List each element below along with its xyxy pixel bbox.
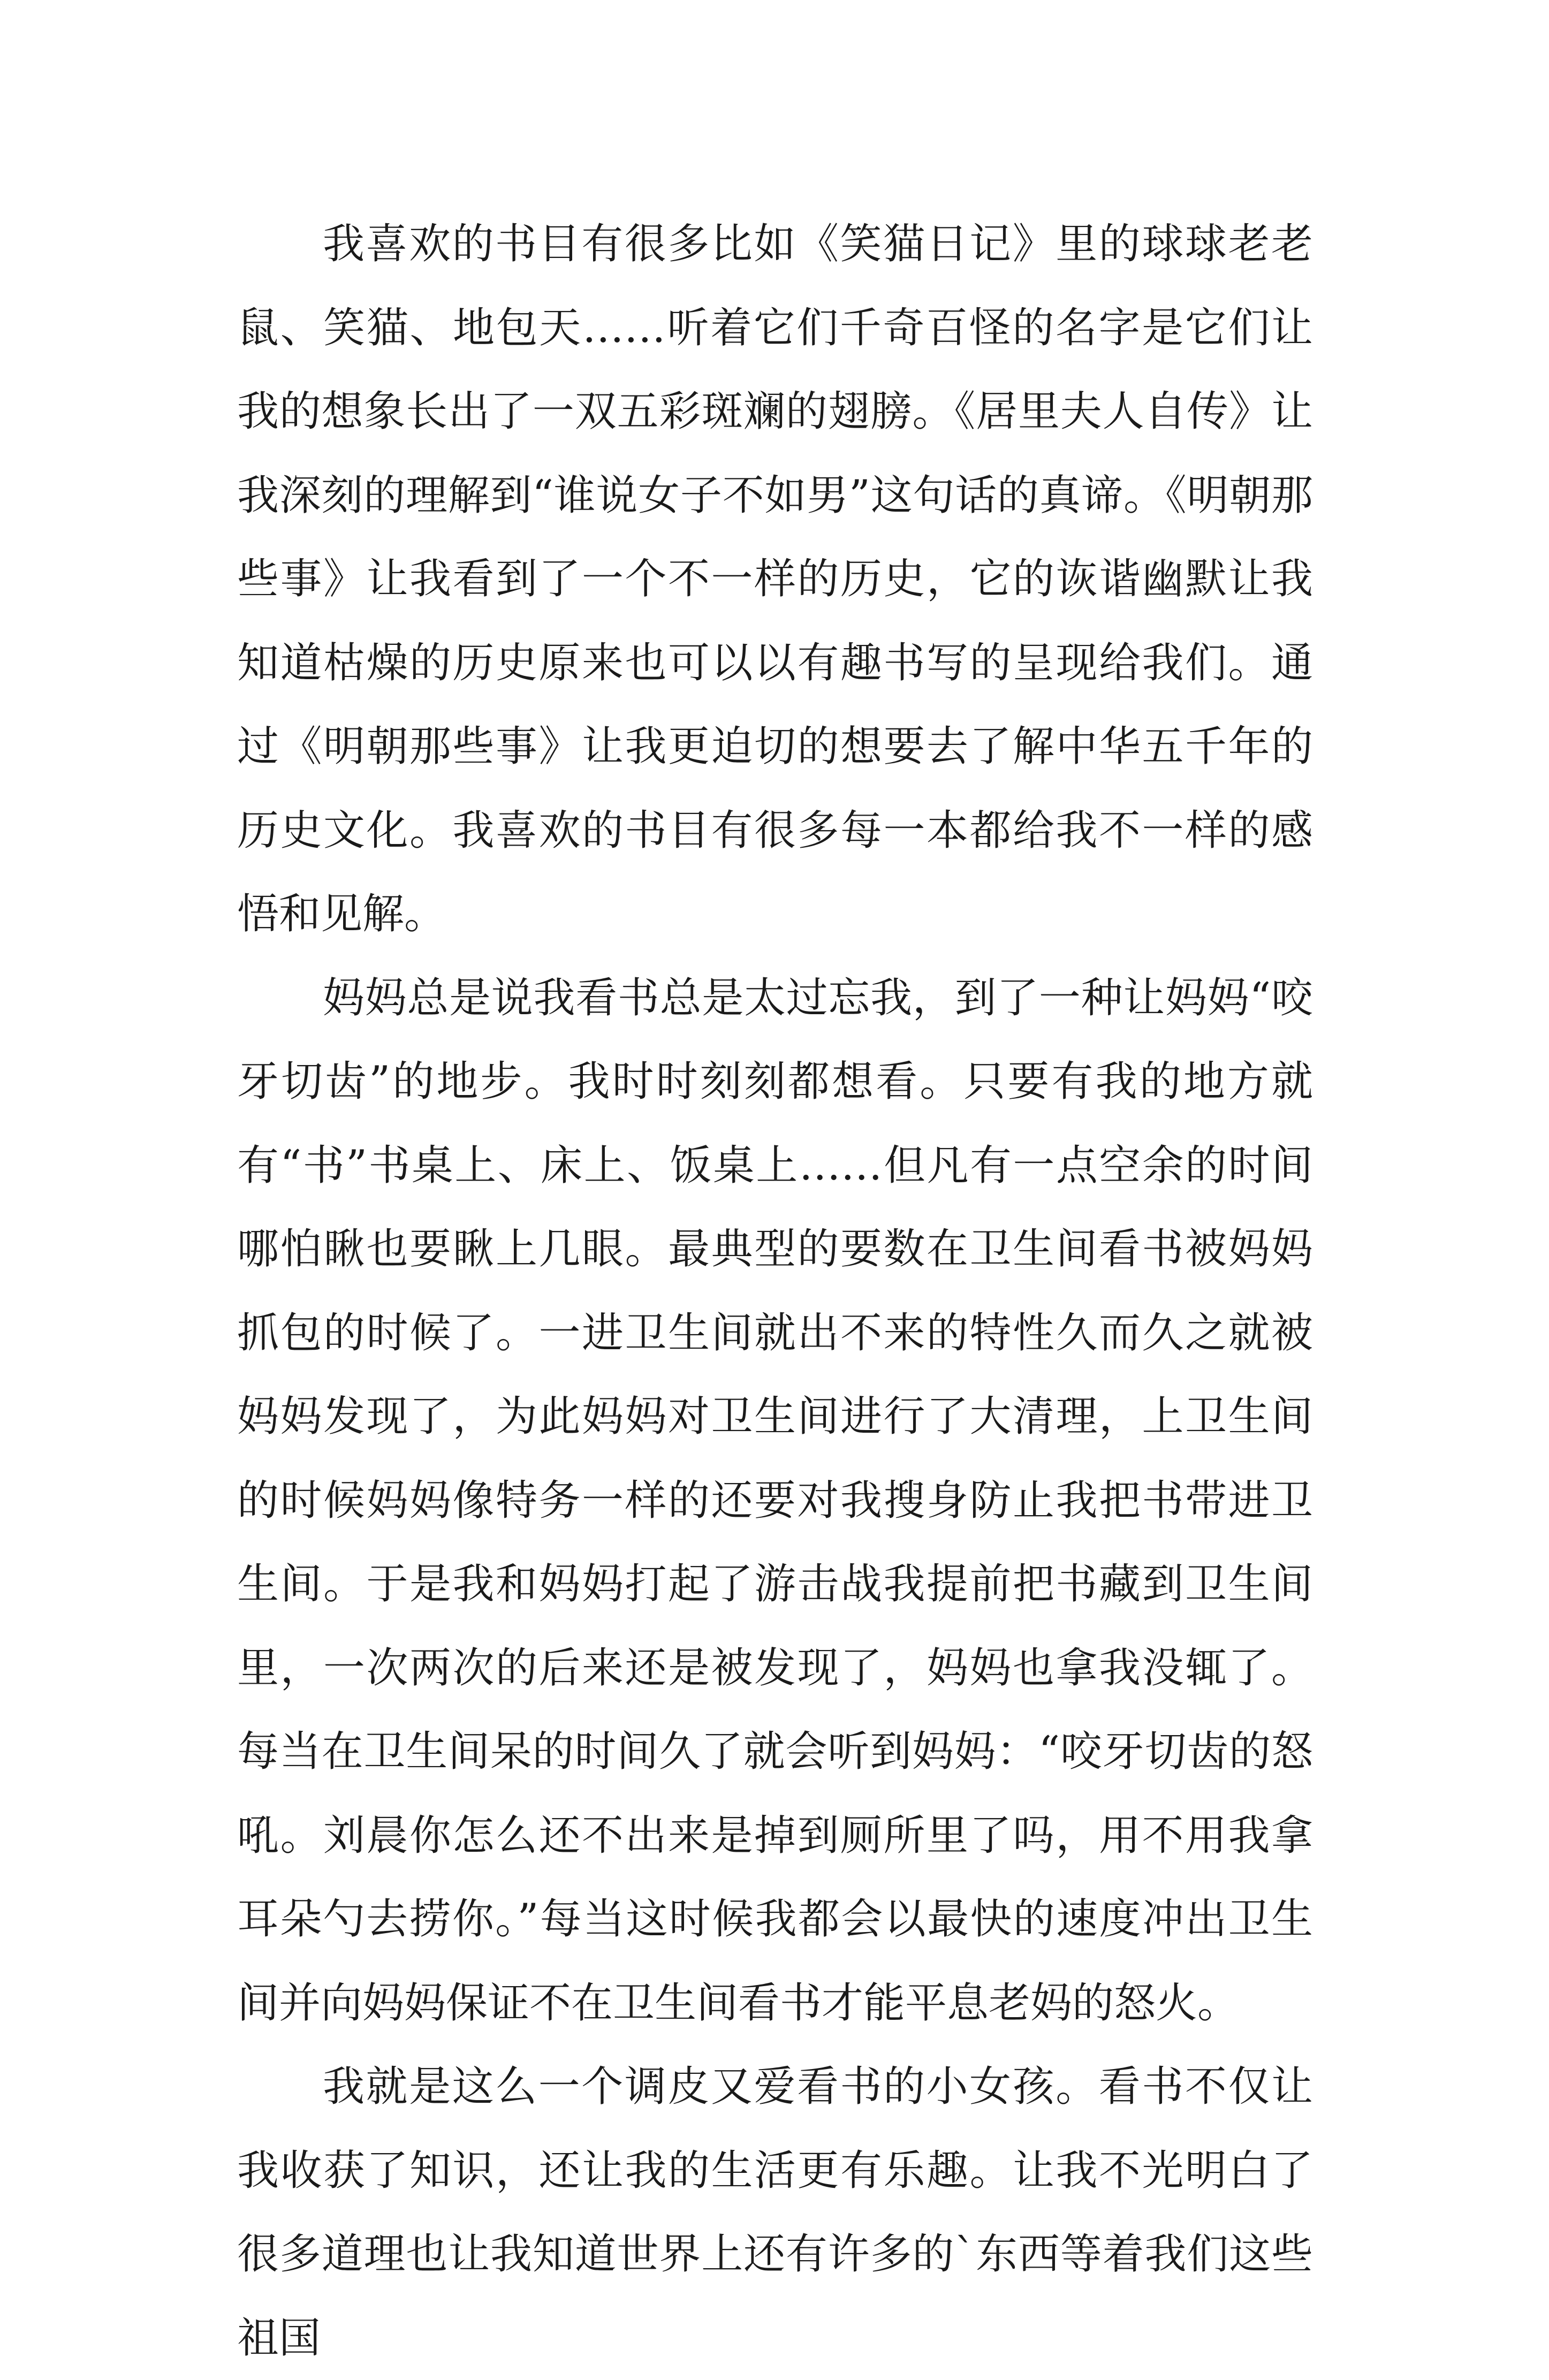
document-body [237, 202, 1313, 2380]
paragraph-reading-in-bathroom: 妈妈总是说我看书总是太过忘我，到了一种让妈妈“咬牙切齿”的地步。我时时刻刻都想看。只要有我的地方就有“书”书桌上、床上、饭桌上……但凡有一点空余的时间哪怕瞅也要瞅上几眼。最典型的要数在卫生间看书被妈妈抓包的时候了。一进卫生间就出不来的特性久而久之就被妈妈发现了，为此妈妈对卫生间进行了大清理，上卫生间的时候妈妈像特务一样的还要对我搜身防止我把书带进卫生间。于是我和妈妈打起了游击战我提前把书藏到卫生间里，一次两次的后来还是被发现了，妈妈也拿我没辄了。每当在卫生间呆的时间久了就会听到妈妈：“咬牙切齿的怒吼。刘晨你怎么还不出来是掉到厕所里了吗，用不用我拿耳朵勺去捞你。”每当这时候我都会以最快的速度冲出卫生间并向妈妈保证不在卫生间看书才能平息老妈的怒火。 [237, 974, 1313, 2027]
paragraph-favorite-books: 我喜欢的书目有很多比如《笑猫日记》里的球球老老鼠、笑猫、地包天……听着它们千奇百怪的名字是它们让我的想象长出了一双五彩斑斓的翅膀。《居里夫人自传》让我深刻的理解到“谁说女子不如男”这句话的真谛。《明朝那些事》让我看到了一个不一样的历史，它的诙谐幽默让我知道枯燥的历史原来也可以以有趣书写的呈现给我们。通过《明朝那些事》让我更迫切的想要去了解中华五千年的历史文化。我喜欢的书目有很多每一本都给我不一样的感悟和见解。 [237, 220, 1313, 938]
paragraph-conclusion: 我就是这么一个调皮又爱看书的小女孩。看书不仅让我收获了知识，还让我的生活更有乐趣。让我不光明白了很多道理也让我知道世界上还有许多的`东西等着我们这些祖国 [237, 2063, 1313, 2362]
